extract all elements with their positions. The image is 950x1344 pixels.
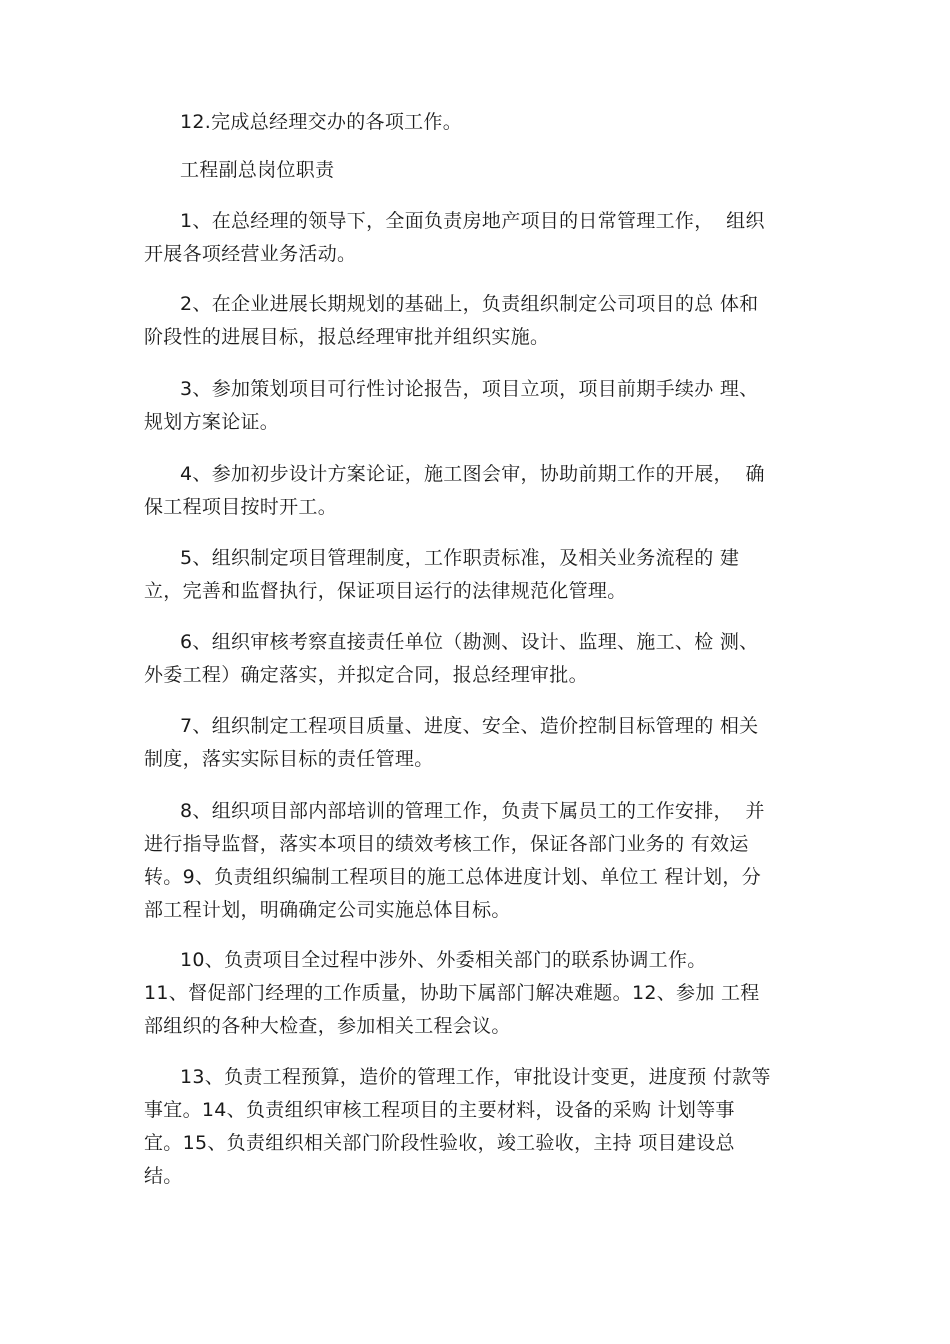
text-line: 开展各项经营业务活动。 xyxy=(144,243,357,265)
text-line: 部组织的各种大检查，参加相关工程会议。 xyxy=(144,1015,511,1037)
text-line: 4、参加初步设计方案论证，施工图会审，协助前期工作的开展， 确 xyxy=(180,463,765,485)
text-line: 10、负责项目全过程中涉外、外委相关部门的联系协调工作。 xyxy=(180,949,707,971)
text-line: 6、组织审核考察直接责任单位（勘测、设计、监理、施工、检 测、 xyxy=(180,631,759,653)
text-line: 保工程项目按时开工。 xyxy=(144,496,338,518)
text-line: 2、在企业进展长期规划的基础上，负责组织制定公司项目的总 体和 xyxy=(180,293,759,315)
text-line: 事宜。14、负责组织审核工程项目的主要材料，设备的采购 计划等事 xyxy=(144,1099,735,1121)
text-line: 13、负责工程预算，造价的管理工作，审批设计变更，进度预 付款等 xyxy=(180,1066,771,1088)
text-line: 立，完善和监督执行，保证项目运行的法律规范化管理。 xyxy=(144,580,627,602)
text-line: 制度，落实实际目标的责任管理。 xyxy=(144,748,434,770)
text-line: 宜。15、负责组织相关部门阶段性验收，竣工验收，主持 项目建设总 xyxy=(144,1132,735,1154)
text-line: 部工程计划，明确确定公司实施总体目标。 xyxy=(144,899,511,921)
section-heading: 工程副总岗位职责 xyxy=(180,159,335,181)
text-line: 11、督促部门经理的工作质量，协助下属部门解决难题。12、参加 工程 xyxy=(144,982,760,1004)
text-line: 外委工程）确定落实，并拟定合同，报总经理审批。 xyxy=(144,664,588,686)
text-line: 5、组织制定项目管理制度，工作职责标准，及相关业务流程的 建 xyxy=(180,547,740,569)
text-line: 1、在总经理的领导下，全面负责房地产项目的日常管理工作， 组织 xyxy=(180,210,765,232)
text-line: 12.完成总经理交办的各项工作。 xyxy=(180,111,463,133)
text-line: 3、参加策划项目可行性讨论报告，项目立项，项目前期手续办 理、 xyxy=(180,378,759,400)
text-line: 8、组织项目部内部培训的管理工作，负责下属员工的工作安排， 并 xyxy=(180,800,765,822)
text-line: 规划方案论证。 xyxy=(144,411,280,433)
text-line: 结。 xyxy=(144,1165,183,1187)
text-line: 7、组织制定工程项目质量、进度、安全、造价控制目标管理的 相关 xyxy=(180,715,759,737)
text-line: 阶段性的进展目标，报总经理审批并组织实施。 xyxy=(144,326,550,348)
text-line: 转。9、负责组织编制工程项目的施工总体进度计划、单位工 程计划，分 xyxy=(144,866,762,888)
text-line: 进行指导监督，落实本项目的绩效考核工作，保证各部门业务的 有效运 xyxy=(144,833,749,855)
